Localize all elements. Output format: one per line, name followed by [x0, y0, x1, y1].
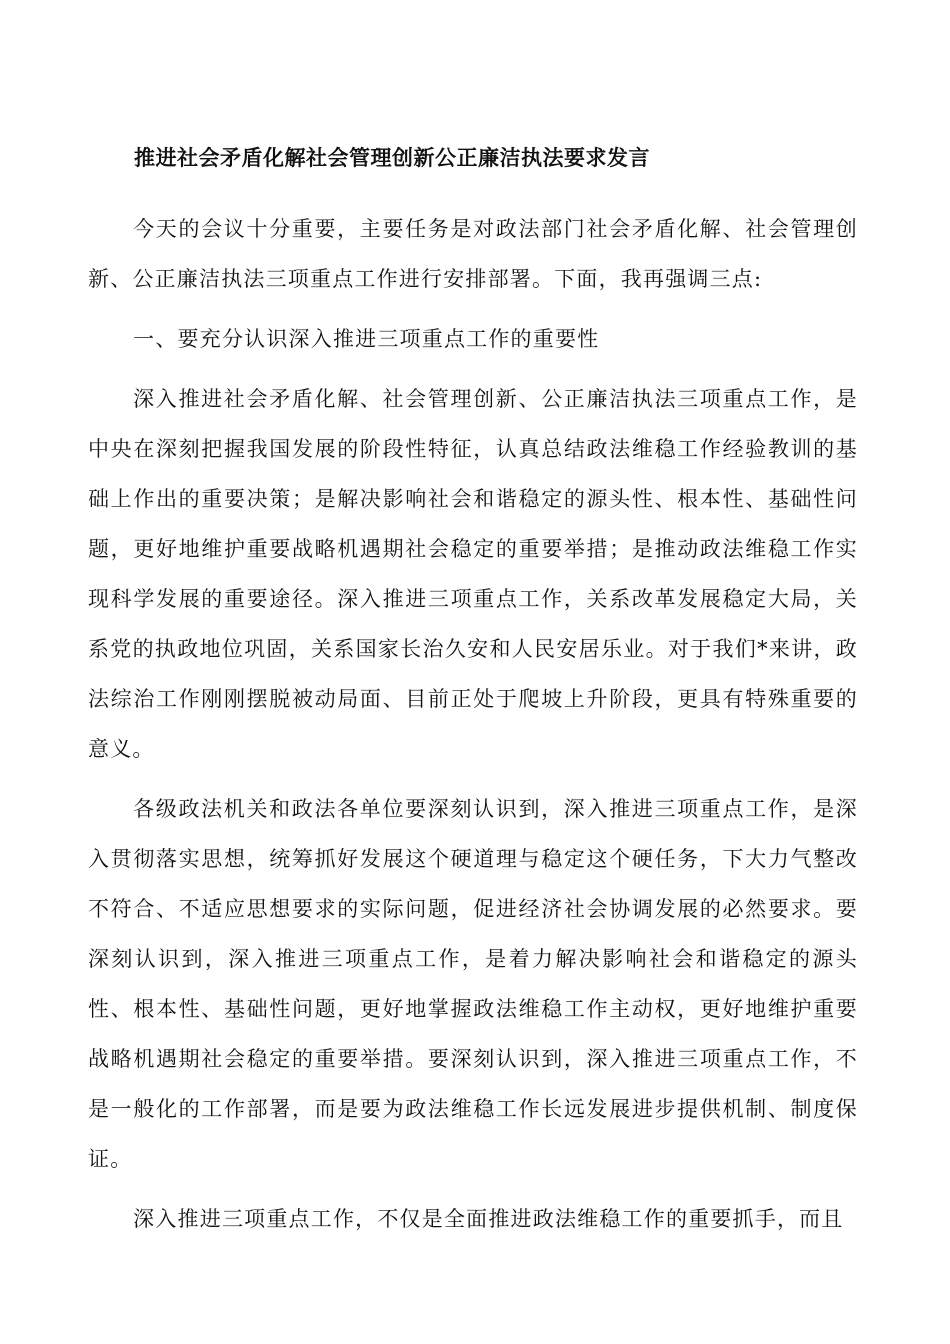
section-heading-one: 一、要充分认识深入推进三项重点工作的重要性 [133, 327, 600, 351]
body-paragraph: 各级政法机关和政法各单位要深刻认识到，深入推进三项重点工作，是深入贯彻落实思想，统筹抓好发展这个硬道理与稳定这个硬任务，下大力气整改不符合、不适应思想要求的实际问题，促进经济社会协调发展的必然要求。要深刻认识到，深入推进三项重点工作，是着力解决影响社会和谐稳定的源头性、根本性、基础性问题，更好地掌握政法维稳工作主动权，更好地维护重要战略机遇期社会稳定的重要举措。要深刻认识到，深入推进三项重点工作，不是一般化的工作部署，而是要为政法维稳工作长远发展进步提供机制、制度保证。 [88, 797, 858, 1171]
body-paragraph: 深入推进三项重点工作，不仅是全面推进政法维稳工作的重要抓手，而且 [133, 1207, 844, 1231]
document-title: 推进社会矛盾化解社会管理创新公正廉洁执法要求发言 [134, 145, 650, 170]
body-paragraph: 深入推进社会矛盾化解、社会管理创新、公正廉洁执法三项重点工作，是中央在深刻把握我国发展的阶段性特征，认真总结政法维稳工作经验教训的基础上作出的重要决策；是解决影响社会和谐稳定的源头性、根本性、基础性问题，更好地维护重要战略机遇期社会稳定的重要举措；是推动政法维稳工作实现科学发展的重要途径。深入推进三项重点工作，关系改革发展稳定大局，关系党的执政地位巩固，关系国家长治久安和人民安居乐业。对于我们*来讲，政法综治工作刚刚摆脱被动局面、目前正处于爬坡上升阶段，更具有特殊重要的意义。 [88, 387, 858, 761]
intro-paragraph: 今天的会议十分重要，主要任务是对政法部门社会矛盾化解、社会管理创新、公正廉洁执法三项重点工作进行安排部署。下面，我再强调三点: [88, 217, 858, 291]
document-body [88, 132, 858, 1254]
